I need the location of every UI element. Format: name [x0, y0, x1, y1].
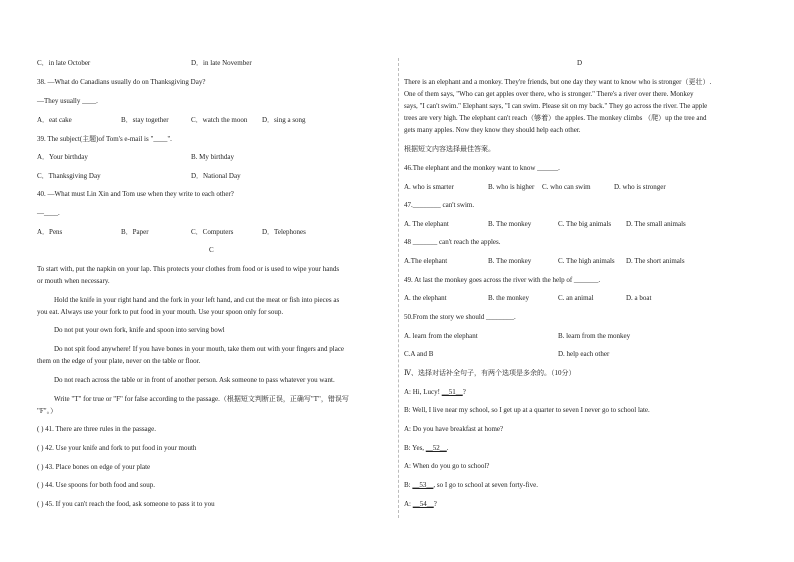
q49-option-c: C. an animal: [558, 294, 594, 302]
q48-option-c: C. The high animals: [558, 257, 615, 265]
blank-51: __51__: [441, 388, 463, 396]
q40-question: 40. —What must Lin Xin and Tom use when they write to each other?: [37, 190, 234, 198]
q39-option-d: D．National Day: [191, 172, 241, 180]
q47-option-d: D. The small animals: [626, 220, 686, 228]
q49-option-b: B. the monkey: [488, 294, 530, 302]
dialogue-line-4: [404, 444, 449, 453]
q37-option-d: D．in late November: [191, 59, 252, 67]
q50-option-c: C.A and B: [404, 350, 434, 358]
q39-option-b: B. My birthday: [191, 153, 234, 161]
dialogue-line-7: [404, 500, 437, 509]
q50-option-d: D. help each other: [558, 350, 610, 358]
q38-question: 38. —What do Canadians usually do on Thanksgiving Day?: [37, 78, 206, 86]
passage-d-line3: says, "I can't swim." Elephant says, "I can swim. Please sit on my back." They go across the river. The apple: [404, 102, 708, 110]
dialogue-text: , so I go to school at seven forty-five.: [433, 481, 538, 489]
statement-45: ( ) 45. If you can't reach the food, ask someone to pass it to you: [37, 500, 215, 508]
blank-54: __54__: [412, 500, 434, 508]
passage-d-heading: D: [577, 59, 583, 67]
q48-option-d: D. The short animals: [626, 257, 685, 265]
q38-answer-line: —They usually ____.: [37, 97, 98, 105]
q39-question: 39. The subject(主题)of Tom's e-mail is "____".: [37, 135, 172, 143]
passage-c-instruction-line2: "F"。）: [37, 407, 58, 415]
passage-d-line4: trees are very high. The elephant can't reach（够着）the apples. The monkey climbs （爬）up the tree and: [404, 114, 707, 122]
column-divider: [398, 58, 399, 518]
q50-question: 50.From the story we should ________.: [404, 313, 516, 321]
blank-53: __53__: [412, 481, 434, 489]
dialogue-text: B:: [404, 481, 413, 489]
dialogue-line-3: [404, 425, 503, 434]
q38-option-b: B．stay together: [121, 116, 169, 124]
q46-option-a: A. who is smarter: [404, 183, 454, 191]
blank-52: __52__: [425, 444, 447, 452]
dialogue-text: B: Well, I live near my school, so I get up at a quarter to seven I never go to school late.: [404, 406, 650, 414]
dialogue-text: ?: [433, 500, 437, 508]
q39-option-a: A．Your birthday: [37, 153, 88, 161]
statement-44: ( ) 44. Use spoons for both food and soup.: [37, 481, 156, 489]
passage-c-para4-line2: them on the edge of your plate, never on the table or floor.: [37, 357, 201, 365]
dialogue-line-2: [404, 406, 650, 415]
q40-option-b: B．Paper: [121, 228, 149, 236]
q46-option-b: B. who is higher: [488, 183, 535, 191]
q40-option-a: A．Pens: [37, 228, 63, 236]
q47-option-a: A. The elephant: [404, 220, 449, 228]
q49-question: 49. At last the monkey goes across the river with the help of _______.: [404, 276, 601, 284]
passage-c-heading: C: [209, 246, 214, 254]
dialogue-line-5: [404, 462, 489, 471]
q48-question: 48 _______ can't reach the apples.: [404, 238, 501, 246]
passage-c-para2-line2: you eat. Always use your fork to put food in your mouth. Use your spoon only for soup.: [37, 308, 284, 316]
passage-d-line2: One of them says, "Who can get apples over there, who is stronger." There's a river over there. Monkey: [404, 90, 694, 98]
q37-option-c: C．in late October: [37, 59, 91, 67]
statement-43: ( ) 43. Place bones on edge of your plate: [37, 463, 151, 471]
passage-c-para5: Do not reach across the table or in front of another person. Ask someone to pass whatever you want.: [54, 376, 335, 384]
dialogue-text: A: When do you go to school?: [404, 462, 490, 470]
dialogue-text: A: Do you have breakfast at home?: [404, 425, 504, 433]
q46-question: 46.The elephant and the monkey want to know ______.: [404, 164, 560, 172]
q39-option-c: C．Thanksgiving Day: [37, 172, 101, 180]
section4-title: Ⅳ、选择对话补全句子，有两个选项是多余的。（10分）: [404, 369, 576, 377]
q50-option-b: B. learn from the monkey: [558, 332, 631, 340]
q48-option-a: A.The elephant: [404, 257, 448, 265]
q47-option-c: C. The big animals: [558, 220, 612, 228]
q48-option-b: B. The monkey: [488, 257, 532, 265]
q49-option-a: A. the elephant: [404, 294, 447, 302]
q40-option-c: C．Computers: [191, 228, 234, 236]
passage-d-line5: gets many apples. Now they know they should help each other.: [404, 126, 581, 134]
passage-c-para1-line1: To start with, put the napkin on your lap. This protects your clothes from food or is used to wipe your hands: [37, 265, 340, 273]
passage-c-para3: Do not put your own fork, knife and spoon into serving bowl: [54, 326, 225, 334]
q46-option-c: C. who can swim: [542, 183, 591, 191]
statement-41: ( ) 41. There are three rules in the passage.: [37, 425, 157, 433]
dialogue-line-6: [404, 481, 538, 490]
q47-option-b: B. The monkey: [488, 220, 532, 228]
passage-c-instruction-line1: Write "T" for true or "F" for false according to the passage.（根据短文判断正误，正确写"T"，错误写: [54, 395, 349, 403]
q50-option-a: A. learn from the elephant: [404, 332, 478, 340]
q38-option-a: A．eat cake: [37, 116, 72, 124]
q46-option-d: D. who is stronger: [614, 183, 666, 191]
dialogue-text: B: Yes,: [404, 444, 426, 452]
dialogue-text: .: [446, 444, 449, 452]
passage-c-para1-line2: or mouth when necessary.: [37, 277, 110, 285]
passage-c-para2-line1: Hold the knife in your right hand and the fork in your left hand, and cut the meat or fish into pieces as: [54, 296, 340, 304]
q47-question: 47.________ can't swim.: [404, 201, 475, 209]
statement-42: ( ) 42. Use your knife and fork to put food in your mouth: [37, 444, 197, 452]
q49-option-d: D. a boat: [626, 294, 652, 302]
q40-answer-line: —____.: [37, 209, 60, 217]
q38-option-c: C．watch the moon: [191, 116, 248, 124]
passage-c-para4-line1: Do not spit food anywhere! If you have bones in your mouth, take them out with your fingers and place: [54, 345, 345, 353]
dialogue-text: ?: [462, 388, 466, 396]
dialogue-text: A:: [404, 500, 413, 508]
dialogue-text: A: Hi, Lucy!: [404, 388, 442, 396]
q40-option-d: D．Telephones: [262, 228, 306, 236]
passage-d-instruction: 根据短文内容选择最佳答案。: [404, 145, 495, 153]
passage-d-line1: There is an elephant and a monkey. They're friends, but one day they want to know who is stronger（更壮）.: [404, 78, 712, 86]
q38-option-d: D．sing a song: [262, 116, 306, 124]
dialogue-line-1: [404, 388, 466, 397]
